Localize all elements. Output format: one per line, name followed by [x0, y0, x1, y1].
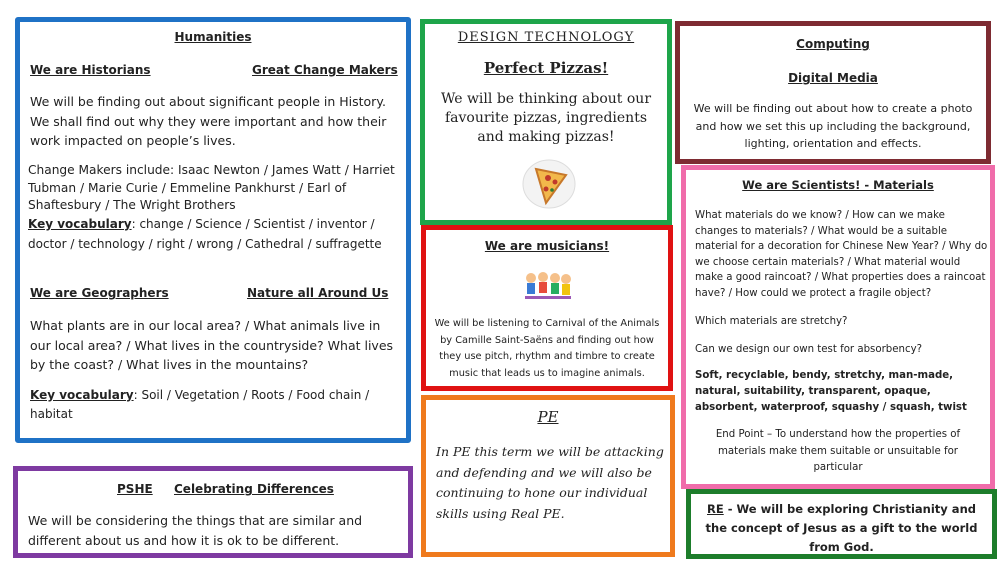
science-stretchy: Which materials are stretchy? [695, 316, 848, 327]
pshe-topic: Celebrating Differences [174, 482, 334, 496]
humanities-title: Humanities [174, 30, 252, 44]
geographers-topic: Nature all Around Us [247, 286, 389, 300]
key-vocabulary-geography [30, 386, 406, 424]
vocab-label: Key vocabulary [28, 217, 132, 231]
pshe-body: We will be considering the things that are similar and different about us and how it is ok to be different. [28, 513, 363, 548]
computing-panel [675, 21, 991, 164]
vocab-label: Key vocabulary [30, 388, 134, 402]
computing-body: We will be finding out about how to create a photo and how we set this up including the background, lighting, orientation and effects. [693, 102, 973, 150]
pshe-label: PSHE [117, 482, 153, 496]
re-text [697, 500, 986, 557]
computing-subtitle: Digital Media [788, 71, 878, 85]
science-panel [681, 165, 995, 489]
pe-body: In PE this term we will be attacking and defending and we will also be continuing to hone our individual skills using Real PE. [436, 444, 664, 521]
re-body: - We will be exploring Christianity and the concept of Jesus as a gift to the world from God. [705, 502, 978, 554]
science-vocabulary: Soft, recyclable, bendy, stretchy, man-made, natural, suitability, transparent, opaque, absorbent, waterproof, squashy / squash, twist [695, 370, 967, 413]
science-title: We are Scientists! - Materials [742, 178, 934, 192]
dt-body: We will be thinking about our favourite pizzas, ingredients and making pizzas! [440, 91, 652, 145]
computing-title: Computing [796, 37, 870, 51]
music-title: We are musicians! [484, 239, 610, 253]
re-label: RE [707, 502, 724, 516]
historians-intro: We will be finding out about significant people in History. We shall find out why they were important and how their work impacted on people’s lives. [30, 94, 387, 148]
vocab-text: : Soil / Vegetation / Roots / Food chain / habitat [30, 388, 370, 421]
pshe-panel [13, 466, 413, 558]
re-panel [686, 489, 997, 559]
dt-title: DESIGN TECHNOLOGY [457, 30, 635, 45]
geographers-intro: What plants are in our local area? / What animals live in our local area? / What lives in the countryside? What lives by the coast? / What lives in the mountains? [30, 318, 394, 372]
pizza-slice-icon [522, 159, 576, 209]
geographers-heading: We are Geographers [30, 286, 169, 300]
science-end-point: End Point – To understand how the properties of materials make them suitable or unsuitable for particular [715, 429, 961, 473]
science-questions: What materials do we know? / How can we make changes to materials? / What would be a suitable material for a decoration for Chinese New Year? / Why do we choose certain materials? / What material would make a good raincoat? / What properties does a raincoat have? / How could we protect a fragile object? [695, 210, 988, 299]
science-absorbency: Can we design our own test for absorbency? [695, 344, 923, 355]
children-playing-instruments-icon [523, 270, 573, 302]
music-body: We will be listening to Carnival of the Animals by Camille Saint-Saëns and finding out how they use pitch, rhythm and timbre to create music that leads us to imagine animals. [434, 318, 660, 379]
humanities-panel [15, 17, 411, 443]
change-makers: Change Makers include: Isaac Newton / James Watt / Harriet Tubman / Marie Curie / Emmeline Pankhurst / Earl of Shaftesbury / The Wright Brothers [28, 163, 395, 212]
dt-subtitle: Perfect Pizzas! [483, 59, 609, 77]
vocab-text: : change / Science / Scientist / inventor / doctor / technology / right / wrong / Cathedral / suffragette [28, 217, 382, 251]
historians-topic: Great Change Makers [252, 63, 398, 77]
music-panel [421, 225, 673, 391]
design-technology-panel [420, 19, 672, 225]
pe-panel [421, 395, 675, 557]
historians-heading: We are Historians [30, 63, 151, 77]
pe-title: PE [537, 408, 559, 426]
key-vocabulary-history [28, 214, 400, 254]
